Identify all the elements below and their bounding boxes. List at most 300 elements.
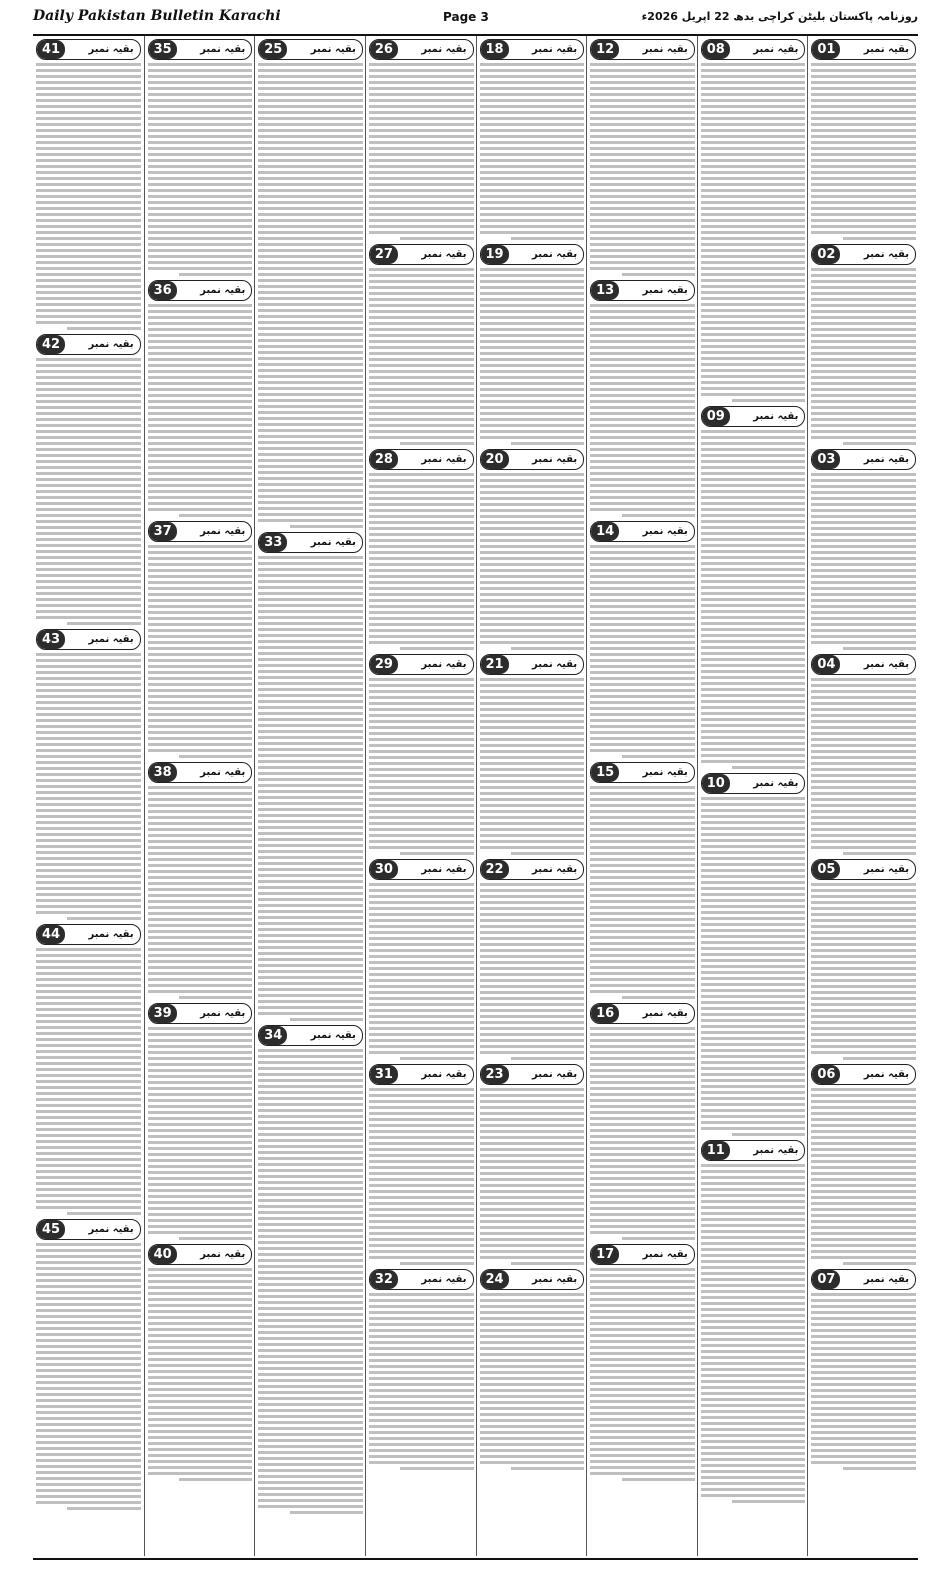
text-line: [811, 183, 916, 186]
text-line: [148, 1370, 253, 1373]
text-line: [369, 678, 474, 681]
text-line: [36, 1423, 141, 1426]
text-line: [811, 509, 916, 512]
text-line: [148, 1165, 253, 1168]
text-line: [480, 388, 585, 391]
text-line: [258, 1139, 363, 1142]
text-line: [811, 225, 916, 228]
text-line: [400, 442, 473, 445]
text-line: [369, 503, 474, 506]
text-line: [258, 513, 363, 516]
text-line: [179, 755, 252, 758]
text-line: [369, 810, 474, 813]
text-line: [480, 1094, 585, 1097]
text-line: [36, 1194, 141, 1197]
text-line: [258, 652, 363, 655]
text-line: [811, 1449, 916, 1452]
text-line: [36, 719, 141, 722]
page-number: Page 3: [443, 10, 489, 24]
text-line: [701, 1103, 806, 1106]
text-line: [369, 491, 474, 494]
text-line: [258, 928, 363, 931]
text-line: [258, 862, 363, 865]
text-line: [148, 966, 253, 969]
text-line: [258, 333, 363, 336]
text-line: [148, 1105, 253, 1108]
text-line: [36, 87, 141, 90]
text-line: [148, 81, 253, 84]
text-line: [258, 1145, 363, 1148]
text-line: [701, 153, 806, 156]
text-line: [369, 195, 474, 198]
continuation-badge: [590, 1244, 695, 1265]
text-line: [369, 611, 474, 614]
text-line: [590, 213, 695, 216]
text-line: [590, 382, 695, 385]
article-text-block: [701, 1164, 806, 1503]
text-line: [369, 732, 474, 735]
text-line: [148, 876, 253, 879]
text-line: [36, 1164, 141, 1167]
text-line: [590, 153, 695, 156]
text-line: [148, 551, 253, 554]
text-line: [811, 617, 916, 620]
article-text-block: [369, 473, 474, 650]
text-line: [258, 772, 363, 775]
text-line: [258, 970, 363, 973]
text-line: [369, 424, 474, 427]
text-line: [811, 358, 916, 361]
text-line: [701, 1482, 806, 1485]
text-line: [369, 961, 474, 964]
text-line: [590, 1280, 695, 1283]
text-line: [36, 996, 141, 999]
text-line: [36, 1056, 141, 1059]
text-line: [811, 828, 916, 831]
text-line: [148, 255, 253, 258]
text-line: [369, 310, 474, 313]
text-line: [148, 502, 253, 505]
text-line: [701, 1398, 806, 1401]
text-line: [701, 851, 806, 854]
text-line: [369, 1100, 474, 1103]
text-line: [811, 593, 916, 596]
text-line: [36, 689, 141, 692]
footer-rule: [33, 1558, 918, 1560]
text-line: [148, 1207, 253, 1210]
text-line: [369, 617, 474, 620]
text-line: [148, 472, 253, 475]
continuation-label: بقیہ نمبر: [863, 44, 909, 55]
text-line: [701, 1019, 806, 1022]
text-line: [590, 641, 695, 644]
text-line: [622, 514, 695, 517]
text-line: [590, 665, 695, 668]
text-line: [480, 1371, 585, 1374]
continuation-item: [480, 654, 585, 855]
continuation-label: بقیہ نمبر: [88, 339, 134, 350]
text-line: [148, 171, 253, 174]
text-line: [701, 351, 806, 354]
continuation-number: 03: [812, 450, 840, 469]
text-line: [701, 827, 806, 830]
text-line: [258, 375, 363, 378]
text-line: [811, 1015, 916, 1018]
text-line: [369, 1033, 474, 1036]
text-line: [148, 689, 253, 692]
text-line: [258, 628, 363, 631]
text-line: [36, 297, 141, 300]
text-line: [258, 1301, 363, 1304]
text-line: [258, 1295, 363, 1298]
text-line: [590, 1382, 695, 1385]
text-line: [369, 545, 474, 548]
text-line: [369, 684, 474, 687]
text-line: [148, 912, 253, 915]
text-line: [36, 1062, 141, 1065]
text-line: [590, 1406, 695, 1409]
text-line: [590, 599, 695, 602]
article-text-block: [480, 1293, 585, 1470]
text-line: [36, 219, 141, 222]
text-line: [148, 87, 253, 90]
text-line: [148, 1039, 253, 1042]
text-line: [590, 689, 695, 692]
text-line: [258, 934, 363, 937]
text-line: [36, 303, 141, 306]
text-line: [701, 63, 806, 66]
continuation-item: [811, 654, 916, 855]
text-line: [701, 682, 806, 685]
text-line: [701, 833, 806, 836]
text-line: [36, 1285, 141, 1288]
text-line: [590, 864, 695, 867]
text-line: [258, 598, 363, 601]
text-line: [480, 635, 585, 638]
text-line: [258, 153, 363, 156]
text-line: [369, 286, 474, 289]
text-line: [811, 1106, 916, 1109]
text-line: [701, 345, 806, 348]
text-line: [811, 1220, 916, 1223]
text-line: [369, 219, 474, 222]
continuation-number: 05: [812, 860, 840, 879]
text-line: [590, 852, 695, 855]
text-line: [36, 1393, 141, 1396]
text-line: [258, 562, 363, 565]
text-line: [590, 75, 695, 78]
continuation-number: 04: [812, 655, 840, 674]
text-line: [369, 925, 474, 928]
text-line: [148, 1430, 253, 1433]
text-line: [480, 744, 585, 747]
text-line: [258, 435, 363, 438]
text-line: [36, 1116, 141, 1119]
text-line: [480, 931, 585, 934]
text-line: [258, 1349, 363, 1352]
text-line: [148, 978, 253, 981]
text-line: [590, 147, 695, 150]
text-line: [811, 816, 916, 819]
text-line: [590, 460, 695, 463]
text-line: [148, 1219, 253, 1222]
text-line: [811, 491, 916, 494]
text-line: [590, 484, 695, 487]
text-line: [480, 280, 585, 283]
text-line: [369, 792, 474, 795]
text-line: [258, 387, 363, 390]
text-line: [701, 309, 806, 312]
text-line: [369, 418, 474, 421]
text-line: [258, 207, 363, 210]
text-line: [36, 1489, 141, 1492]
text-line: [701, 863, 806, 866]
text-line: [148, 346, 253, 349]
text-line: [701, 430, 806, 433]
text-line: [369, 153, 474, 156]
text-line: [701, 1170, 806, 1173]
text-line: [480, 382, 585, 385]
text-line: [590, 466, 695, 469]
text-line: [369, 382, 474, 385]
text-line: [258, 213, 363, 216]
text-line: [511, 442, 584, 445]
text-line: [811, 774, 916, 777]
continuation-label: بقیہ نمبر: [531, 1274, 578, 1285]
text-line: [732, 399, 805, 402]
text-line: [701, 249, 806, 252]
text-line: [148, 1045, 253, 1048]
text-line: [811, 135, 916, 138]
text-line: [811, 581, 916, 584]
text-line: [36, 550, 141, 553]
text-line: [258, 604, 363, 607]
text-line: [590, 195, 695, 198]
continuation-label: بقیہ نمبر: [200, 44, 246, 55]
text-line: [811, 111, 916, 114]
text-line: [701, 1494, 806, 1497]
text-line: [258, 1091, 363, 1094]
text-line: [148, 864, 253, 867]
text-line: [590, 1225, 695, 1228]
text-line: [811, 533, 916, 536]
text-line: [36, 869, 141, 872]
text-line: [36, 159, 141, 162]
text-line: [258, 279, 363, 282]
text-line: [811, 334, 916, 337]
text-line: [369, 1371, 474, 1374]
text-line: [36, 1375, 141, 1378]
text-line: [36, 887, 141, 890]
text-line: [590, 1129, 695, 1132]
text-line: [36, 707, 141, 710]
text-line: [811, 1437, 916, 1440]
text-line: [701, 105, 806, 108]
text-line: [36, 1032, 141, 1035]
text-line: [148, 1388, 253, 1391]
text-line: [811, 991, 916, 994]
text-line: [369, 1389, 474, 1392]
text-line: [36, 845, 141, 848]
text-line: [36, 291, 141, 294]
text-line: [701, 369, 806, 372]
text-line: [258, 399, 363, 402]
text-line: [67, 1212, 140, 1215]
text-line: [36, 430, 141, 433]
text-line: [258, 99, 363, 102]
text-line: [36, 725, 141, 728]
text-line: [480, 1015, 585, 1018]
text-line: [148, 858, 253, 861]
text-line: [622, 996, 695, 999]
continuation-badge: [701, 406, 806, 427]
text-line: [480, 1377, 585, 1380]
text-line: [36, 1170, 141, 1173]
text-line: [480, 690, 585, 693]
text-line: [369, 937, 474, 940]
text-line: [480, 991, 585, 994]
text-line: [148, 1412, 253, 1415]
text-line: [258, 1337, 363, 1340]
text-line: [258, 225, 363, 228]
text-line: [258, 363, 363, 366]
text-line: [36, 653, 141, 656]
text-line: [811, 834, 916, 837]
text-line: [258, 1211, 363, 1214]
text-line: [480, 1112, 585, 1115]
continuation-label: بقیہ نمبر: [88, 1224, 134, 1235]
text-line: [148, 213, 253, 216]
text-line: [811, 931, 916, 934]
text-line: [480, 87, 585, 90]
text-line: [369, 804, 474, 807]
text-line: [36, 141, 141, 144]
text-line: [590, 960, 695, 963]
text-line: [811, 479, 916, 482]
text-line: [36, 394, 141, 397]
text-line: [480, 1238, 585, 1241]
text-line: [701, 935, 806, 938]
continuation-label: بقیہ نمبر: [753, 44, 799, 55]
text-line: [590, 1460, 695, 1463]
text-line: [590, 1045, 695, 1048]
text-line: [590, 490, 695, 493]
text-line: [811, 1244, 916, 1247]
text-line: [590, 69, 695, 72]
text-line: [590, 418, 695, 421]
text-line: [480, 322, 585, 325]
text-line: [701, 147, 806, 150]
text-line: [148, 460, 253, 463]
text-line: [36, 990, 141, 993]
text-line: [36, 972, 141, 975]
text-line: [480, 563, 585, 566]
text-line: [701, 1055, 806, 1058]
continuation-badge: [590, 762, 695, 783]
text-line: [36, 1327, 141, 1330]
text-line: [36, 1255, 141, 1258]
text-line: [590, 1322, 695, 1325]
text-line: [590, 117, 695, 120]
text-line: [258, 952, 363, 955]
text-line: [36, 1465, 141, 1468]
text-line: [590, 1093, 695, 1096]
text-line: [258, 1067, 363, 1070]
text-line: [148, 569, 253, 572]
continuation-label: بقیہ نمبر: [200, 767, 246, 778]
text-line: [369, 762, 474, 765]
article-text-block: [590, 1027, 695, 1240]
text-line: [369, 304, 474, 307]
text-line: [369, 1299, 474, 1302]
text-line: [258, 273, 363, 276]
continuation-number: 32: [370, 1270, 398, 1289]
text-line: [36, 761, 141, 764]
text-line: [148, 1406, 253, 1409]
text-line: [701, 700, 806, 703]
text-line: [36, 1321, 141, 1324]
text-line: [701, 436, 806, 439]
text-line: [258, 105, 363, 108]
text-line: [258, 880, 363, 883]
text-line: [36, 797, 141, 800]
text-line: [258, 1445, 363, 1448]
text-line: [701, 1362, 806, 1365]
text-line: [701, 135, 806, 138]
text-line: [369, 1015, 474, 1018]
text-line: [701, 285, 806, 288]
text-line: [148, 990, 253, 993]
text-line: [811, 503, 916, 506]
text-line: [811, 485, 916, 488]
text-line: [369, 991, 474, 994]
text-line: [701, 1115, 806, 1118]
text-line: [258, 1385, 363, 1388]
text-line: [36, 1080, 141, 1083]
masthead-title-urdu: روزنامہ پاکستان بلیٹن کراچی بدھ 22 اپریل 2026ء: [641, 10, 918, 23]
text-line: [369, 768, 474, 771]
article-text-block: [36, 653, 141, 920]
text-line: [480, 720, 585, 723]
text-line: [701, 321, 806, 324]
text-line: [590, 1304, 695, 1307]
text-line: [36, 743, 141, 746]
article-text-block: [369, 678, 474, 855]
text-line: [480, 617, 585, 620]
continuation-number: 26: [370, 40, 398, 59]
text-line: [590, 635, 695, 638]
text-line: [590, 1147, 695, 1150]
text-line: [811, 738, 916, 741]
text-line: [701, 111, 806, 114]
text-line: [369, 575, 474, 578]
text-line: [701, 905, 806, 908]
continuation-number: 25: [259, 40, 287, 59]
text-line: [258, 129, 363, 132]
text-line: [36, 586, 141, 589]
text-line: [811, 1353, 916, 1356]
text-line: [701, 748, 806, 751]
text-line: [148, 183, 253, 186]
text-line: [36, 1291, 141, 1294]
text-line: [590, 798, 695, 801]
text-line: [369, 1208, 474, 1211]
text-line: [480, 1220, 585, 1223]
text-line: [258, 694, 363, 697]
text-line: [480, 165, 585, 168]
text-line: [480, 527, 585, 530]
text-line: [701, 93, 806, 96]
